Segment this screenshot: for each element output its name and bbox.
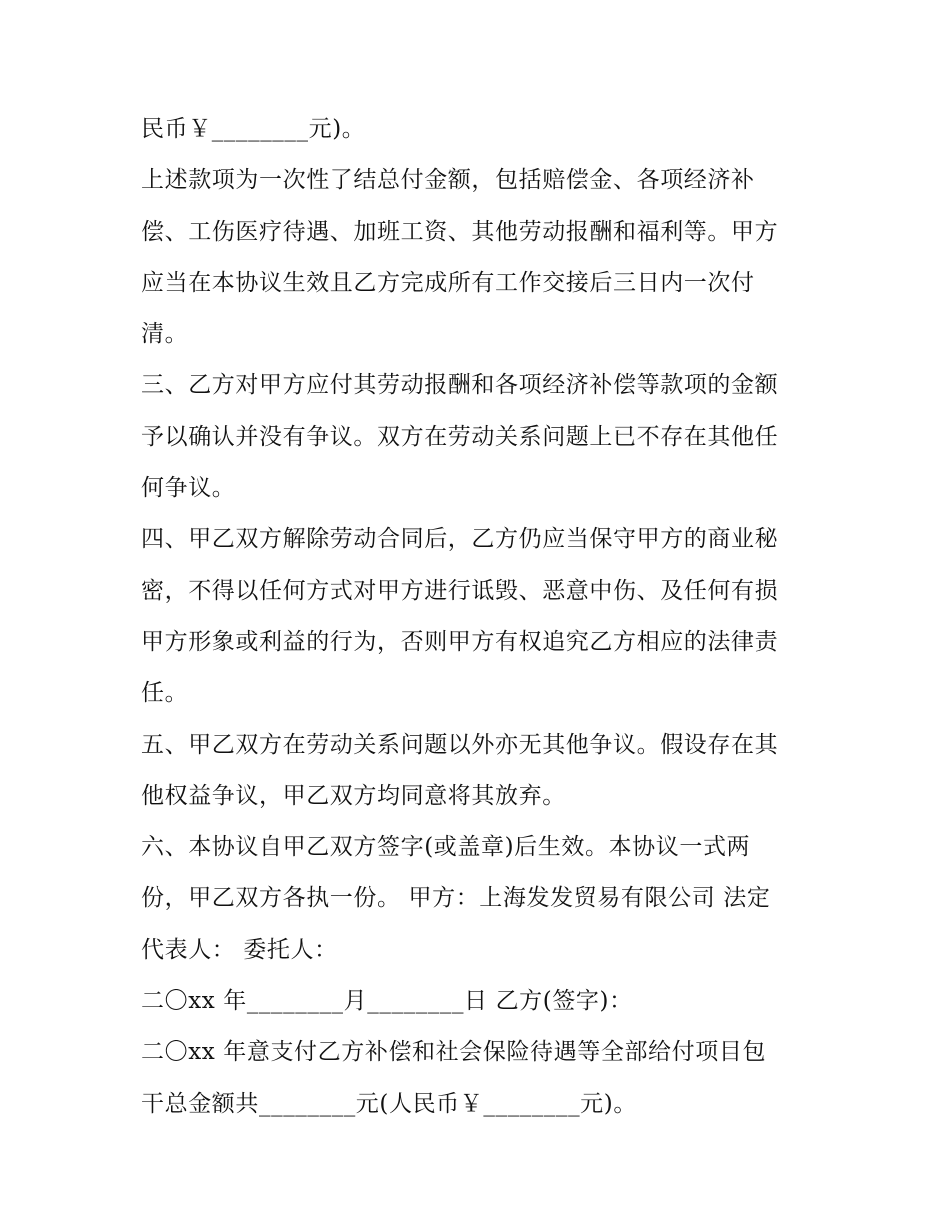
text-line: 份，甲乙双方各执一份。 甲方：上海发发贸易有限公司 法定 <box>141 885 771 912</box>
document-body <box>141 107 831 1133</box>
text-line: 密，不得以任何方式对甲方进行诋毁、恶意中伤、及任何有损 <box>141 577 779 604</box>
text-line: 任。 <box>141 680 189 707</box>
text-line: 二〇xx 年________月________日 乙方(签字)： <box>141 988 633 1015</box>
text-line: 应当在本协议生效且乙方完成所有工作交接后三日内一次付 <box>141 269 755 296</box>
text-line: 上述款项为一次性了结总付金额，包括赔偿金、各项经济补 <box>141 167 755 194</box>
text-line: 三、乙方对甲方应付其劳动报酬和各项经济补偿等款项的金额 <box>141 372 779 399</box>
text-line: 偿、工伤医疗待遇、加班工资、其他劳动报酬和福利等。甲方 <box>141 218 779 245</box>
text-line: 二〇xx 年意支付乙方补偿和社会保险待遇等全部给付项目包 <box>141 1039 767 1066</box>
text-line: 清。 <box>141 321 189 348</box>
text-line: 五、甲乙双方在劳动关系问题以外亦无其他争议。假设存在其 <box>141 731 779 758</box>
text-line: 甲方形象或利益的行为，否则甲方有权追究乙方相应的法律责 <box>141 628 779 655</box>
text-line: 六、本协议自甲乙双方签字(或盖章)后生效。本协议一式两 <box>141 834 751 861</box>
text-line: 民币￥________元)。 <box>141 116 366 142</box>
text-line: 代表人： 委托人： <box>141 936 338 963</box>
text-line: 四、甲乙双方解除劳动合同后，乙方仍应当保守甲方的商业秘 <box>141 526 779 553</box>
text-line: 予以确认并没有争议。双方在劳动关系问题上已不存在其他任 <box>141 423 779 450</box>
text-line: 他权益争议，甲乙双方均同意将其放弃。 <box>141 782 566 809</box>
text-line: 何争议。 <box>141 475 236 502</box>
text-line: 干总金额共________元(人民币￥________元)。 <box>141 1090 637 1117</box>
